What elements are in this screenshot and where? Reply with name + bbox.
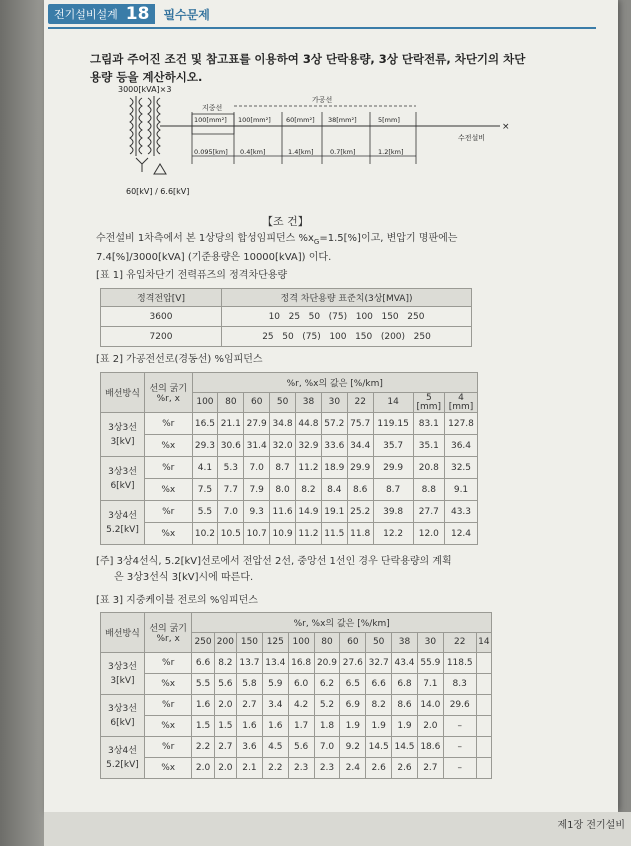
- table3-value-cell: 1.5: [214, 716, 236, 737]
- table2-value-cell: 7.9: [244, 479, 270, 501]
- table2-method-cell: 3상3선 6[kV]: [101, 457, 145, 501]
- table3-type-cell: %r: [144, 653, 191, 674]
- table3-value-cell: [476, 737, 491, 758]
- table2-head-rx: %r, x: [156, 394, 180, 404]
- table2-value-cell: 29.9: [373, 457, 413, 479]
- overhead-label: 가공선: [312, 96, 333, 104]
- table3-value-cell: 1.6: [237, 716, 263, 737]
- table3-value-cell: 2.0: [214, 758, 236, 779]
- table3-value-cell: 2.1: [237, 758, 263, 779]
- table2-value-cell: 11.6: [270, 501, 296, 523]
- table2-value-cell: 27.9: [244, 413, 270, 435]
- table3-value-cell: 2.2: [262, 758, 288, 779]
- table2-value-cell: 8.2: [296, 479, 322, 501]
- table2-value-cell: 32.5: [445, 457, 478, 479]
- table1-voltage: 3600: [101, 307, 222, 327]
- table3-method-cell: 3상3선 3[kV]: [101, 653, 145, 695]
- table2-value-cell: 12.4: [445, 523, 478, 545]
- table2-column-head: 5 [mm]: [413, 393, 444, 413]
- page-edge-shadow: [0, 0, 44, 846]
- table3-value-cell: 6.5: [340, 674, 366, 695]
- table3-value-cell: 1.6: [192, 695, 214, 716]
- length-3: 1.4[km]: [288, 148, 314, 156]
- size-3: 60[mm²]: [286, 116, 315, 124]
- table3-value-cell: 43.4: [392, 653, 418, 674]
- table2-method-cell: 3상4선 5.2[kV]: [101, 501, 145, 545]
- table3-value-cell: –: [443, 716, 476, 737]
- table3-value-cell: 6.9: [340, 695, 366, 716]
- table3-data-row: [101, 653, 492, 674]
- table2-value-cell: 9.1: [445, 479, 478, 501]
- conditions-paragraph: 수전설비 1차측에서 본 1상당의 합성임피던스 $\%x_G=1.5[\%]$이고, 변압기 명판에는 7.4[%]/3000[kVA] (기준용량은 10000[kVA]) 이다.: [96, 233, 458, 263]
- table3-value-cell: 14.5: [392, 737, 418, 758]
- table2-value-cell: 20.8: [413, 457, 444, 479]
- table2-value-cell: 21.1: [218, 413, 244, 435]
- table3-value-cell: 55.9: [417, 653, 443, 674]
- table1-values: 25 50 (75) 100 150 (200) 250: [222, 327, 472, 347]
- table2-data-row: [101, 413, 478, 435]
- table3-value-cell: 1.9: [366, 716, 392, 737]
- table2-value-cell: 16.5: [192, 413, 218, 435]
- table2-value-cell: 8.7: [270, 457, 296, 479]
- table2-data-row: [101, 435, 478, 457]
- table2-value-cell: 12.0: [413, 523, 444, 545]
- table3-value-cell: 8.6: [392, 695, 418, 716]
- transformer-symbol: [130, 96, 500, 174]
- table2-type-cell: %r: [145, 501, 193, 523]
- table3-column-head: 100: [288, 633, 314, 653]
- table3-head-values: %r, %x의 값은 [%/km]: [192, 613, 492, 633]
- note-line1: [주] 3상4선식, 5.2[kV]선로에서 전압선 2선, 중앙선 1선인 경우 단락용량의 계획: [96, 556, 452, 567]
- table3-value-cell: 8.3: [443, 674, 476, 695]
- table3-value-cell: 5.6: [288, 737, 314, 758]
- question-text: 그림과 주어진 조건 및 참고표를 이용하여 3상 단락용량, 3상 단락전류, 차단기의 차단용량 등을 계산하시오.: [90, 52, 526, 84]
- table2-value-cell: 10.7: [244, 523, 270, 545]
- table2-value-cell: 83.1: [413, 413, 444, 435]
- table2-value-cell: 36.4: [445, 435, 478, 457]
- table2-column-head: 30: [321, 393, 347, 413]
- table3-column-head: 30: [417, 633, 443, 653]
- table3-value-cell: 6.6: [366, 674, 392, 695]
- table3-type-cell: %x: [144, 716, 191, 737]
- table3-column-head: 80: [314, 633, 340, 653]
- table3-type-cell: %x: [144, 758, 191, 779]
- table2-value-cell: 19.1: [321, 501, 347, 523]
- table3-value-cell: 8.2: [214, 653, 236, 674]
- load-label: 수전설비: [458, 134, 486, 142]
- table3-column-head: 125: [262, 633, 288, 653]
- table3-value-cell: 9.2: [340, 737, 366, 758]
- table2-head-method: 배선방식: [101, 373, 145, 413]
- transformer-label: 3000[kVA]×3: [118, 85, 172, 94]
- table3-value-cell: 2.3: [288, 758, 314, 779]
- table1-voltage: 7200: [101, 327, 222, 347]
- underground-label: 지중선: [202, 104, 223, 112]
- table2-column-head: 14: [373, 393, 413, 413]
- table2-header-row: [101, 373, 478, 393]
- table3-value-cell: 14.5: [366, 737, 392, 758]
- table3-value-cell: [476, 758, 491, 779]
- table3-value-cell: 2.0: [214, 695, 236, 716]
- table3-value-cell: 2.7: [417, 758, 443, 779]
- table2-type-cell: %r: [145, 413, 193, 435]
- table2-value-cell: 8.0: [270, 479, 296, 501]
- table2-value-cell: 5.3: [218, 457, 244, 479]
- table2-value-cell: 25.2: [347, 501, 373, 523]
- table2-value-cell: 7.7: [218, 479, 244, 501]
- table3-value-cell: 6.8: [392, 674, 418, 695]
- header-number: 18: [124, 4, 156, 24]
- table3-value-cell: 7.0: [314, 737, 340, 758]
- table3-value-cell: 5.2: [314, 695, 340, 716]
- table3-value-cell: [476, 653, 491, 674]
- table3-value-cell: 4.2: [288, 695, 314, 716]
- header-title: 필수문제: [163, 7, 210, 22]
- section-header: [48, 2, 210, 26]
- table3-value-cell: 2.6: [366, 758, 392, 779]
- table2-value-cell: 11.8: [347, 523, 373, 545]
- table2-data-row: [101, 501, 478, 523]
- table2-value-cell: 7.0: [244, 457, 270, 479]
- table3-value-cell: 5.9: [262, 674, 288, 695]
- table1-values: 10 25 50 (75) 100 150 250: [222, 307, 472, 327]
- table2-value-cell: 43.3: [445, 501, 478, 523]
- table3-value-cell: 1.6: [262, 716, 288, 737]
- table3-value-cell: –: [443, 758, 476, 779]
- table2-value-cell: 75.7: [347, 413, 373, 435]
- table3-data-row: [101, 695, 492, 716]
- table3-type-cell: %r: [144, 695, 191, 716]
- table3-value-cell: 2.2: [192, 737, 214, 758]
- table3-value-cell: 1.7: [288, 716, 314, 737]
- table3-value-cell: 2.6: [392, 758, 418, 779]
- table2-column-head: 60: [244, 393, 270, 413]
- table3-value-cell: 4.5: [262, 737, 288, 758]
- table2-type-cell: %r: [145, 457, 193, 479]
- table3-value-cell: 3.4: [262, 695, 288, 716]
- table2-head-size-label: 선의 굵기: [149, 384, 188, 394]
- table3-data-row: [101, 758, 492, 779]
- table2-value-cell: 34.4: [347, 435, 373, 457]
- table2-value-cell: 127.8: [445, 413, 478, 435]
- size-2: 100[mm²]: [238, 116, 271, 124]
- size-1: 100[mm²]: [194, 116, 227, 124]
- size-4: 38[mm²]: [328, 116, 357, 124]
- conditions-line2: 7.4[%]/3000[kVA] (기준용량은 10000[kVA]) 이다.: [96, 252, 332, 263]
- conditions-line1b: =1.5[%]이고, 변압기 명판에는: [319, 233, 458, 244]
- table3-method-cell: 3상3선 6[kV]: [101, 695, 145, 737]
- table3-method-cell: 3상4선 5.2[kV]: [101, 737, 145, 779]
- table2-head-values: %r, %x의 값은 [%/km]: [192, 373, 477, 393]
- table1-head-capacity: 정격 차단용량 표준치(3상[MVA]): [222, 289, 472, 307]
- table2-head-size: [145, 373, 193, 413]
- table3-caption: [표 3] 지중케이블 전로의 %임피던스: [96, 595, 258, 606]
- table2-type-cell: %x: [145, 435, 193, 457]
- table2-value-cell: 32.9: [296, 435, 322, 457]
- length-1: 0.095[km]: [194, 148, 228, 156]
- table3: [100, 612, 492, 779]
- conditions-line1: 수전설비 1차측에서 본 1상당의 합성임피던스 %x: [96, 233, 314, 244]
- table3-column-head: 250: [192, 633, 214, 653]
- table3-head-rx: %r, x: [156, 634, 180, 644]
- table3-value-cell: 5.6: [214, 674, 236, 695]
- table1: [100, 288, 472, 347]
- table3-value-cell: 3.6: [237, 737, 263, 758]
- table3-value-cell: 2.0: [417, 716, 443, 737]
- table2-value-cell: 8.4: [321, 479, 347, 501]
- table2-value-cell: 7.5: [192, 479, 218, 501]
- table3-header-row: [101, 613, 492, 633]
- table3-value-cell: –: [443, 737, 476, 758]
- table2-caption: [표 2] 가공전선로(경동선) %임피던스: [96, 354, 263, 365]
- table2-value-cell: 35.7: [373, 435, 413, 457]
- table2-value-cell: 33.6: [321, 435, 347, 457]
- table2-value-cell: 10.2: [192, 523, 218, 545]
- table3-value-cell: 6.2: [314, 674, 340, 695]
- table3-head-method: 배선방식: [101, 613, 145, 653]
- table2-value-cell: 10.9: [270, 523, 296, 545]
- table3-value-cell: [476, 716, 491, 737]
- table2-value-cell: 57.2: [321, 413, 347, 435]
- table3-value-cell: 2.3: [314, 758, 340, 779]
- table2-value-cell: 11.2: [296, 457, 322, 479]
- length-4: 0.7[km]: [330, 148, 356, 156]
- table2-value-cell: 5.5: [192, 501, 218, 523]
- table3-value-cell: [476, 674, 491, 695]
- table2-data-row: [101, 523, 478, 545]
- table3-column-head: 150: [237, 633, 263, 653]
- table3-type-cell: %r: [144, 737, 191, 758]
- table3-value-cell: 1.9: [392, 716, 418, 737]
- table2: [100, 372, 478, 545]
- table2-value-cell: 9.3: [244, 501, 270, 523]
- end-x-mark: ×: [502, 122, 510, 132]
- table3-column-head: 14: [476, 633, 491, 653]
- table2-value-cell: 29.9: [347, 457, 373, 479]
- table2-data-row: [101, 479, 478, 501]
- table2-value-cell: 11.5: [321, 523, 347, 545]
- table1-head-voltage: 정격전압[V]: [101, 289, 222, 307]
- table2-value-cell: 29.3: [192, 435, 218, 457]
- table3-value-cell: 20.9: [314, 653, 340, 674]
- note-paragraph: [96, 554, 536, 586]
- table3-data-row: [101, 716, 492, 737]
- table3-head-size-label: 선의 굵기: [149, 624, 187, 634]
- table2-column-head: 80: [218, 393, 244, 413]
- table3-value-cell: 8.2: [366, 695, 392, 716]
- table2-value-cell: 32.0: [270, 435, 296, 457]
- size-5: 5[mm]: [378, 116, 400, 124]
- table3-value-cell: 2.7: [214, 737, 236, 758]
- table2-value-cell: 7.0: [218, 501, 244, 523]
- table3-value-cell: 6.6: [192, 653, 214, 674]
- table2-data-row: [101, 457, 478, 479]
- table3-column-head: 50: [366, 633, 392, 653]
- table2-value-cell: 8.8: [413, 479, 444, 501]
- table3-value-cell: 6.0: [288, 674, 314, 695]
- table2-value-cell: 12.2: [373, 523, 413, 545]
- table2-value-cell: 10.5: [218, 523, 244, 545]
- table2-value-cell: 14.9: [296, 501, 322, 523]
- table3-value-cell: 29.6: [443, 695, 476, 716]
- footer-chapter: 제1장 전기설비: [557, 820, 625, 831]
- table3-value-cell: 18.6: [417, 737, 443, 758]
- table2-column-head: 100: [192, 393, 218, 413]
- table3-value-cell: 118.5: [443, 653, 476, 674]
- table2-value-cell: 8.7: [373, 479, 413, 501]
- table2-value-cell: 35.1: [413, 435, 444, 457]
- table3-value-cell: 7.1: [417, 674, 443, 695]
- table3-value-cell: 32.7: [366, 653, 392, 674]
- table3-value-cell: 5.8: [237, 674, 263, 695]
- table3-head-size: [144, 613, 191, 653]
- table2-column-head: 4 [mm]: [445, 393, 478, 413]
- table3-type-cell: %x: [144, 674, 191, 695]
- table2-value-cell: 34.8: [270, 413, 296, 435]
- table2-value-cell: 18.9: [321, 457, 347, 479]
- table3-value-cell: 2.7: [237, 695, 263, 716]
- table2-type-cell: %x: [145, 523, 193, 545]
- table1-caption: [표 1] 유입차단기 전력퓨즈의 정격차단용량: [96, 270, 288, 281]
- table2-column-head: 50: [270, 393, 296, 413]
- voltage-label: 60[kV] / 6.6[kV]: [126, 187, 190, 196]
- table3-column-head: 60: [340, 633, 366, 653]
- table3-column-head: 38: [392, 633, 418, 653]
- note-line2: 은 3상3선식 3[kV]시에 따른다.: [114, 572, 254, 583]
- table3-value-cell: 1.9: [340, 716, 366, 737]
- table2-method-cell: 3상3선 3[kV]: [101, 413, 145, 457]
- table2-column-head: 22: [347, 393, 373, 413]
- table2-value-cell: 8.6: [347, 479, 373, 501]
- table3-value-cell: 2.0: [192, 758, 214, 779]
- table3-column-head: 200: [214, 633, 236, 653]
- table2-value-cell: 119.15: [373, 413, 413, 435]
- table3-value-cell: 13.7: [237, 653, 263, 674]
- table2-column-head: 38: [296, 393, 322, 413]
- table3-value-cell: 1.8: [314, 716, 340, 737]
- table2-value-cell: 4.1: [192, 457, 218, 479]
- table2-value-cell: 30.6: [218, 435, 244, 457]
- table3-value-cell: 5.5: [192, 674, 214, 695]
- table3-value-cell: 16.8: [288, 653, 314, 674]
- table3-value-cell: 14.0: [417, 695, 443, 716]
- length-2: 0.4[km]: [240, 148, 266, 156]
- table3-value-cell: 2.4: [340, 758, 366, 779]
- table2-value-cell: 31.4: [244, 435, 270, 457]
- length-5: 1.2[km]: [378, 148, 404, 156]
- table3-column-head: 22: [443, 633, 476, 653]
- header-tag: 전기설비설계: [48, 4, 124, 24]
- page-bottom: [44, 812, 631, 846]
- table3-value-cell: [476, 695, 491, 716]
- table3-data-row: [101, 737, 492, 758]
- circuit-diagram: [100, 84, 540, 204]
- table2-value-cell: 44.8: [296, 413, 322, 435]
- table2-value-cell: 11.2: [296, 523, 322, 545]
- conditions-title: 【조 건】: [262, 215, 309, 228]
- table2-type-cell: %x: [145, 479, 193, 501]
- header-divider: [48, 27, 596, 29]
- table2-value-cell: 39.8: [373, 501, 413, 523]
- table3-value-cell: 27.6: [340, 653, 366, 674]
- table3-data-row: [101, 674, 492, 695]
- table2-value-cell: 27.7: [413, 501, 444, 523]
- table3-value-cell: 13.4: [262, 653, 288, 674]
- table3-value-cell: 1.5: [192, 716, 214, 737]
